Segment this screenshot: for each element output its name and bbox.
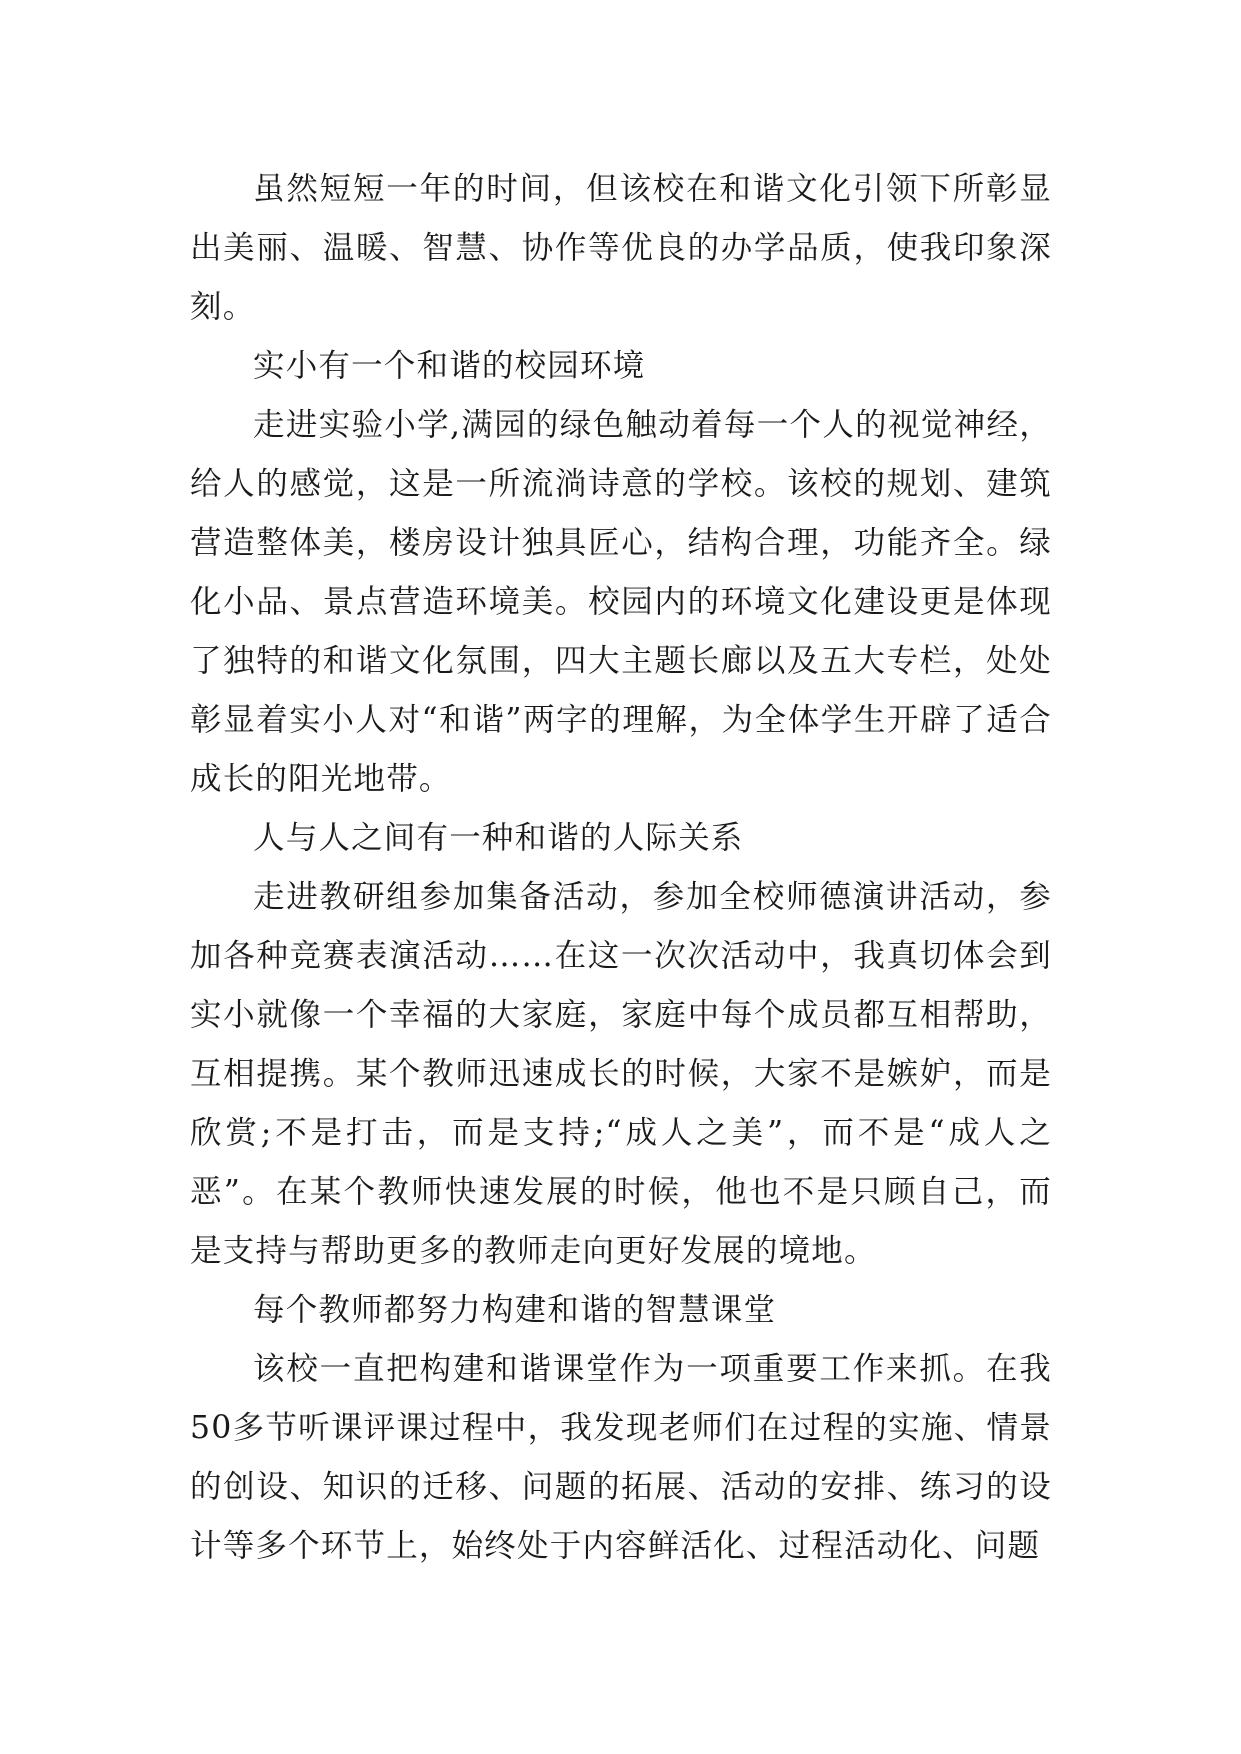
document-body — [190, 160, 1052, 1576]
section-heading-campus-environment: 实小有一个和谐的校园环境 — [253, 348, 646, 384]
paragraph-smart-classroom: 该校一直把构建和谐课堂作为一项重要工作来抓。在我50多节听课评课过程中，我发现老师们在过程的实施、情景的创设、知识的迁移、问题的拓展、活动的安排、练习的设计等多个环节上，始终处于内容鲜活化、过程活动化、问题 — [190, 1351, 1052, 1564]
paragraph-intro: 虽然短短一年的时间，但该校在和谐文化引领下所彰显出美丽、温暖、智慧、协作等优良的办学品质，使我印象深刻。 — [190, 171, 1052, 325]
paragraph-campus-environment: 走进实验小学,满园的绿色触动着每一个人的视觉神经，给人的感觉，这是一所流淌诗意的学校。该校的规划、建筑营造整体美，楼房设计独具匠心，结构合理，功能齐全。绿化小品、景点营造环境美。校园内的环境文化建设更是体现了独特的和谐文化氛围，四大主题长廊以及五大专栏，处处彰显着实小人对“和谐”两字的理解，为全体学生开辟了适合成长的阳光地带。 — [190, 407, 1052, 797]
section-heading-smart-classroom: 每个教师都努力构建和谐的智慧课堂 — [253, 1292, 777, 1328]
section-heading-interpersonal-relations: 人与人之间有一种和谐的人际关系 — [253, 820, 744, 856]
paragraph-interpersonal-relations: 走进教研组参加集备活动，参加全校师德演讲活动，参加各种竞赛表演活动……在这一次次活动中，我真切体会到实小就像一个幸福的大家庭，家庭中每个成员都互相帮助，互相提携。某个教师迅速成长的时候，大家不是嫉妒，而是欣赏;不是打击，而是支持;“成人之美”，而不是“成人之恶”。在某个教师快速发展的时候，他也不是只顾自己，而是支持与帮助更多的教师走向更好发展的境地。 — [190, 879, 1052, 1269]
